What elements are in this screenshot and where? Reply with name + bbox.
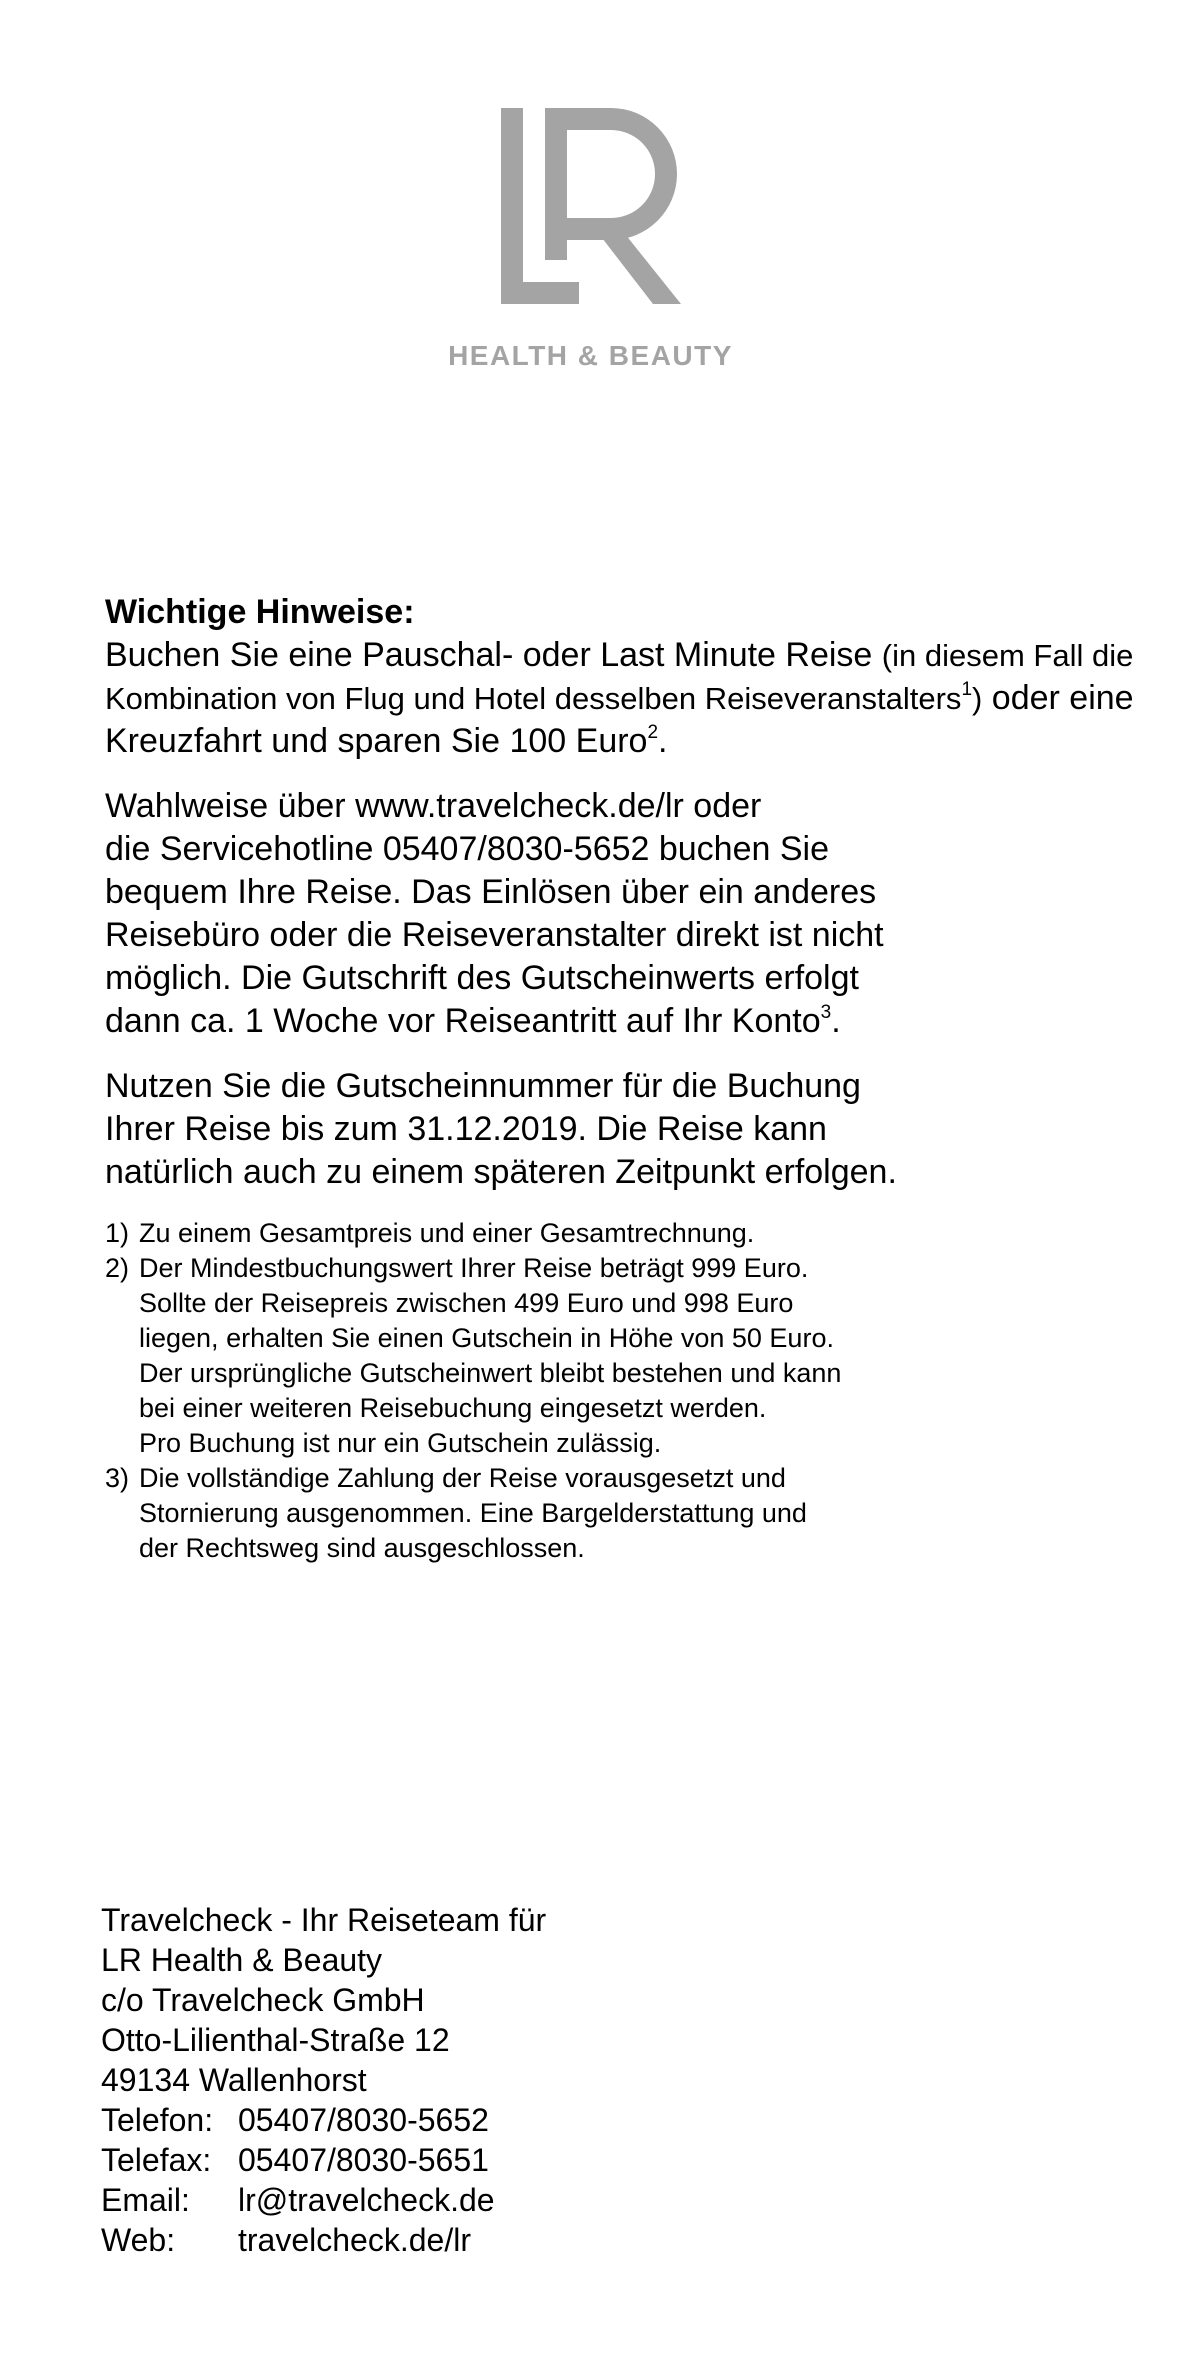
footnote-line: Sollte der Reisepreis zwischen 499 Euro und 998 Euro: [139, 1288, 794, 1318]
para3-line: Nutzen Sie die Gutscheinnummer für die Buchung: [105, 1067, 861, 1105]
footnote-line: liegen, erhalten Sie einen Gutschein in Höhe von 50 Euro.: [139, 1323, 834, 1353]
fax-number: 05407/8030-5651: [238, 2142, 489, 2178]
contact-label: Telefon:: [101, 2102, 214, 2138]
para1-text-b: (in diesem Fall die Kombination von Flug und Hotel desselben Reiseveranstalters: [105, 638, 1134, 716]
web-address: travelcheck.de/lr: [238, 2222, 471, 2258]
footnote-number: 1): [105, 1218, 130, 1248]
notice-paragraph-1: [105, 634, 1165, 763]
footnotes: [105, 1216, 1165, 1566]
footnote-line: Der ursprüngliche Gutscheinwert bleibt bestehen und kann: [139, 1358, 842, 1388]
logo-tagline: HEALTH & BEAUTY: [448, 340, 733, 371]
address-line: Otto-Lilienthal-Straße 12: [101, 2022, 450, 2058]
phone-number: 05407/8030-5652: [238, 2102, 489, 2138]
para2-line: möglich. Die Gutschrift des Gutscheinwerts erfolgt: [105, 959, 859, 997]
footnote-line: Stornierung ausgenommen. Eine Bargelderstattung und: [139, 1498, 807, 1528]
footnote-line: bei einer weiteren Reisebuchung eingesetzt werden.: [139, 1393, 767, 1423]
footnote-line: der Rechtsweg sind ausgeschlossen.: [139, 1533, 585, 1563]
contact-address: [101, 1900, 546, 2260]
footnote-1: [105, 1216, 1165, 1251]
lr-logo-icon: [501, 108, 681, 304]
footnote-2: [105, 1251, 1165, 1461]
para1-footnote-ref-2: 2: [647, 721, 659, 743]
notice-paragraph-3: [105, 1065, 1165, 1194]
para1-text-d: ): [972, 681, 983, 716]
footnote-number: 2): [105, 1253, 130, 1283]
contact-label: Email:: [101, 2182, 190, 2218]
address-line: Travelcheck - Ihr Reiseteam für: [101, 1902, 547, 1938]
contact-label: Telefax:: [101, 2142, 212, 2178]
address-line: 49134 Wallenhorst: [101, 2062, 367, 2098]
footnote-line: Die vollständige Zahlung der Reise vorausgesetzt und: [139, 1463, 786, 1493]
contact-phone: [101, 2100, 546, 2140]
para1-text-e: oder eine Kreuzfahrt und sparen Sie 100 Euro: [105, 679, 1134, 760]
contact-web: [101, 2220, 546, 2260]
para2-line: Wahlweise über www.travelcheck.de/lr oder: [105, 787, 762, 825]
para3-line: natürlich auch zu einem späteren Zeitpunkt erfolgen.: [105, 1153, 897, 1191]
brand-logo: [0, 108, 1181, 372]
para1-footnote-ref-1: 1: [961, 678, 973, 700]
para2-line-end: .: [831, 1002, 841, 1040]
para2-line: bequem Ihre Reise. Das Einlösen über ein anderes: [105, 873, 877, 911]
para1-text-a: Buchen Sie eine Pauschal- oder Last Minute Reise: [105, 636, 882, 674]
para2-line: dann ca. 1 Woche vor Reiseantritt auf Ihr Konto: [105, 1002, 821, 1040]
footnote-number: 3): [105, 1463, 130, 1493]
contact-label: Web:: [101, 2222, 176, 2258]
para2-line: Reisebüro oder die Reiseveranstalter direkt ist nicht: [105, 916, 884, 954]
footnote-line: Pro Buchung ist nur ein Gutschein zulässig.: [139, 1428, 662, 1458]
para3-line: Ihrer Reise bis zum 31.12.2019. Die Reise kann: [105, 1110, 827, 1148]
footnote-3: [105, 1461, 1165, 1566]
address-line: LR Health & Beauty: [101, 1942, 383, 1978]
notice-heading: Wichtige Hinweise:: [105, 593, 415, 631]
para1-text-g: .: [658, 722, 668, 760]
para2-footnote-ref-3: 3: [820, 1001, 832, 1023]
contact-email: [101, 2180, 546, 2220]
address-line: c/o Travelcheck GmbH: [101, 1982, 425, 2018]
footnote-line: Zu einem Gesamtpreis und einer Gesamtrechnung.: [139, 1218, 755, 1248]
email-address: lr@travelcheck.de: [238, 2182, 495, 2218]
footnote-line: Der Mindestbuchungswert Ihrer Reise beträgt 999 Euro.: [139, 1253, 809, 1283]
notice-paragraph-2: [105, 785, 1165, 1043]
contact-fax: [101, 2140, 546, 2180]
para2-line: die Servicehotline 05407/8030-5652 buchen Sie: [105, 830, 829, 868]
notice-section: [105, 590, 1165, 1566]
